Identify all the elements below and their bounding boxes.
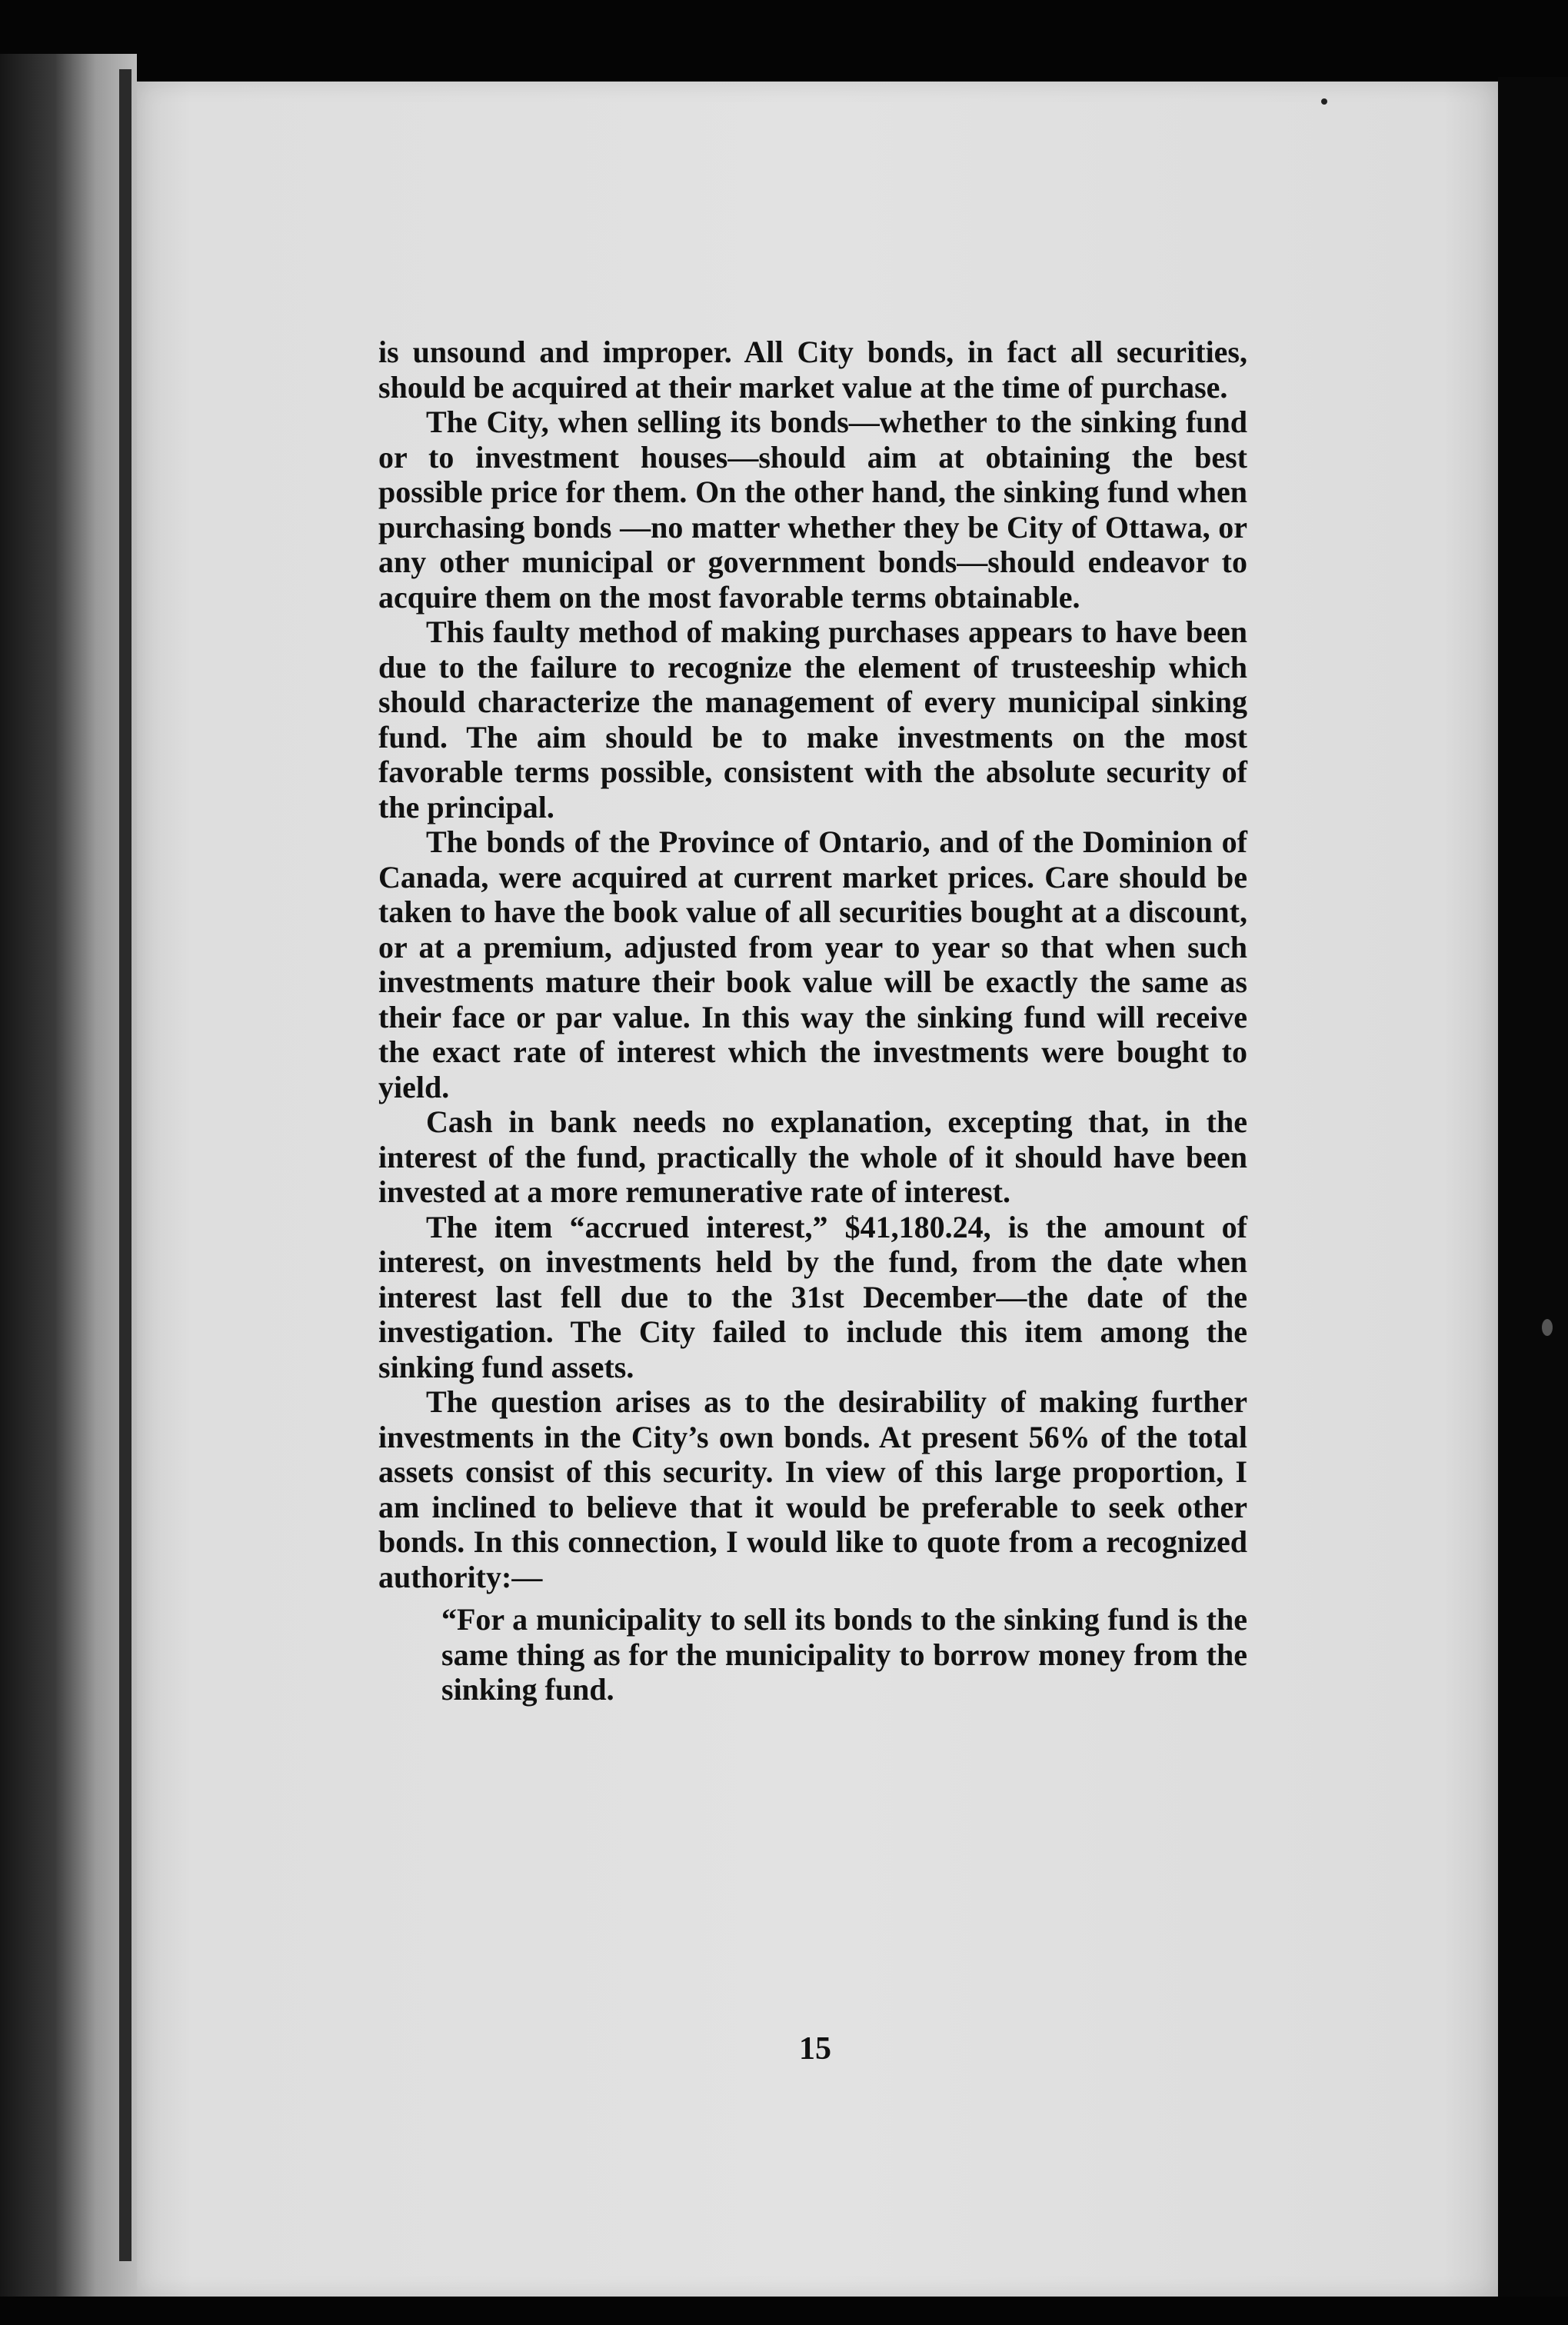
scan-left-edge xyxy=(0,54,137,2325)
scan-bottom-border xyxy=(0,2297,1568,2325)
paragraph-continuation: is unsound and improper. All City bonds, in fact all securities, should be acquired at their market value at the time of purchase. xyxy=(378,335,1247,405)
dust-speck xyxy=(1542,1319,1553,1336)
body-text xyxy=(378,335,1247,1707)
scan-top-border xyxy=(0,0,1568,85)
paragraph: The question arises as to the desirability of making further investments in the City’s own bonds. At present 56% of the total assets consist of this security. In view of this large proportion, I am inclined to believe that it would be preferable to seek other bonds. In this connection, I would like to quote from a recognized authority:— xyxy=(378,1384,1247,1594)
paragraph: The bonds of the Province of Ontario, and of the Dominion of Canada, were acquired at current market prices. Care should be taken to have the book value of all securities bought at a discount, or at a premium, adjusted from year to year so that when such investments mature their book value will be exactly the same as their face or par value. In this way the sinking fund will receive the exact rate of interest which the investments were bought to yield. xyxy=(378,824,1247,1104)
block-quote: “For a municipality to sell its bonds to the sinking fund is the same thing as for the municipality to borrow money from the sinking fund. xyxy=(441,1602,1247,1707)
paragraph: Cash in bank needs no explanation, excepting that, in the interest of the fund, practically the whole of it should have been invested at a more remunerative rate of interest. xyxy=(378,1104,1247,1209)
dust-speck xyxy=(1321,98,1327,105)
paragraph: The item “accrued interest,” $41,180.24, is the amount of interest, on investments held by the fund, from the date when interest last fell due to the 31st December—the date of the investigation. The City failed to include this item among the sinking fund assets. xyxy=(378,1209,1247,1384)
paragraph: This faulty method of making purchases appears to have been due to the failure to recognize the element of trusteeship which should characterize the management of every municipal sinking fund. The aim should be to make investments on the most favorable terms possible, consistent with the absolute security of the principal. xyxy=(378,615,1247,824)
page-number: 15 xyxy=(799,2031,831,2067)
scan-right-border xyxy=(1498,77,1568,2325)
paragraph: The City, when selling its bonds—whether to the sinking fund or to investment houses—should aim at obtaining the best possible price for them. On the other hand, the sinking fund when purchasing bonds —no matter whether they be City of Ottawa, or any other municipal or government bonds—should endeavor to acquire them on the most favorable terms obtainable. xyxy=(378,405,1247,615)
book-spine-shadow xyxy=(119,69,131,2261)
